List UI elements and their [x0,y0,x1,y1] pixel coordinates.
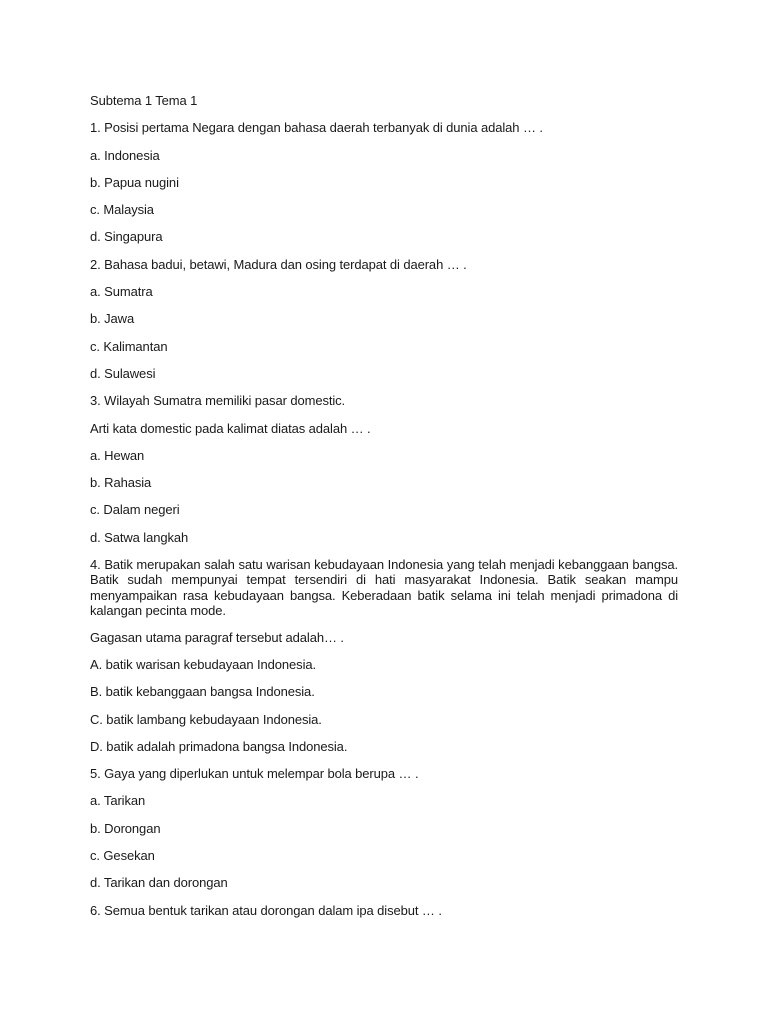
question-3-option-b: b. Rahasia [90,475,152,491]
document-title: Subtema 1 Tema 1 [90,93,198,108]
question-4-option-c: C. batik lambang kebudayaan Indonesia. [90,711,322,727]
question-3-option-a: a. Hewan [90,447,145,463]
question-4-substem: Gagasan utama paragraf tersebut adalah… . [90,629,344,645]
question-5-stem: 5. Gaya yang diperlukan untuk melempar bola berupa … . [90,766,419,782]
question-1-option-c: c. Malaysia [90,202,154,218]
question-2-option-a: a. Sumatra [90,284,153,300]
question-5-option-b: b. Dorongan [90,820,161,836]
question-3-option-d: d. Satwa langkah [90,529,189,545]
question-2-option-b: b. Jawa [90,311,135,327]
question-5-option-a: a. Tarikan [90,793,146,809]
document-body [90,93,678,930]
question-4-paragraph: 4. Batik merupakan salah satu warisan kebudayaan Indonesia yang telah menjadi kebanggaan bangsa. Batik sudah mempunyai tempat tersendiri di hati masyarakat Indonesia. Batik seakan mampu menyampaikan rasa kebudayaan bangsa. Keberadaan batik selama ini telah menjadi primadona di kalangan pecinta mode. [90,557,678,619]
question-3-stem: 3. Wilayah Sumatra memiliki pasar domestic. [90,393,346,409]
question-1-option-a: a. Indonesia [90,147,160,163]
question-1-stem: 1. Posisi pertama Negara dengan bahasa daerah terbanyak di dunia adalah … . [90,120,543,136]
question-4-option-b: B. batik kebanggaan bangsa Indonesia. [90,684,315,700]
question-3-option-c: c. Dalam negeri [90,502,180,518]
question-4-option-a: A. batik warisan kebudayaan Indonesia. [90,656,317,672]
question-4-option-d: D. batik adalah primadona bangsa Indonesia. [90,738,348,754]
question-5-option-c: c. Gesekan [90,848,155,864]
question-2-stem: 2. Bahasa badui, betawi, Madura dan osing terdapat di daerah … . [90,256,467,272]
question-2-option-d: d. Sulawesi [90,365,156,381]
question-1-option-d: d. Singapura [90,229,163,245]
question-3-substem: Arti kata domestic pada kalimat diatas adalah … . [90,420,371,436]
question-5-option-d: d. Tarikan dan dorongan [90,875,228,891]
question-2-option-c: c. Kalimantan [90,338,168,354]
question-6-stem: 6. Semua bentuk tarikan atau dorongan dalam ipa disebut … . [90,902,442,918]
question-1-option-b: b. Papua nugini [90,174,179,190]
